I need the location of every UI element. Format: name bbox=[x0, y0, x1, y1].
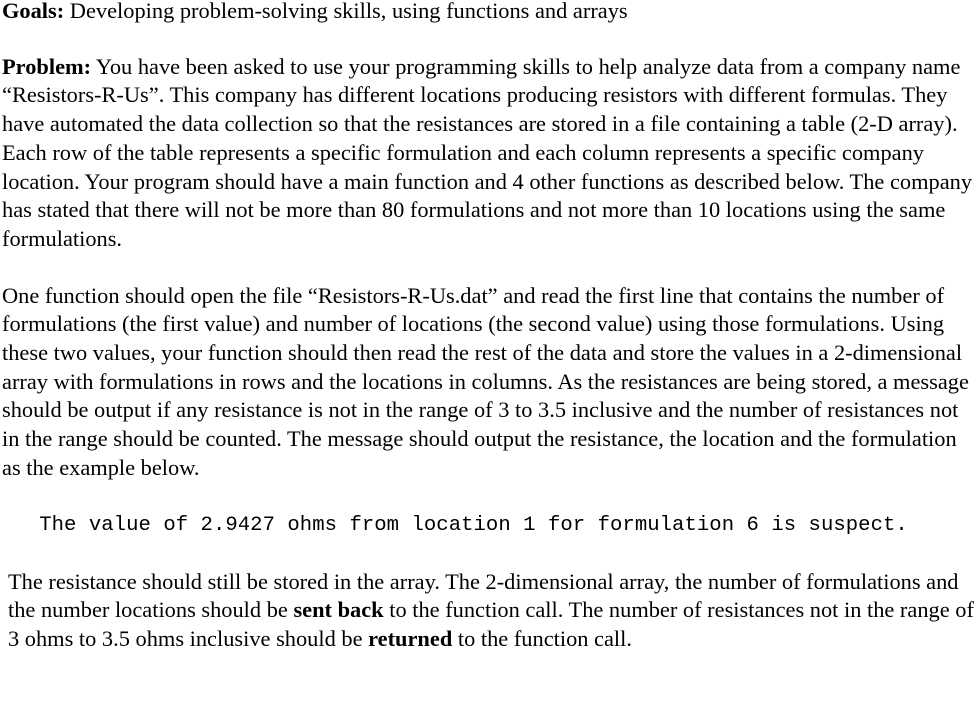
return-values-paragraph bbox=[2, 568, 974, 654]
final-text-part2: to the function call. The number of resistances not in the range of 3 ohms to 3.5 ohms inclusive should be bbox=[8, 597, 974, 651]
function-description-paragraph: One function should open the file “Resistors-R-Us.dat” and read the first line that contains the number of formulations (the first value) and number of locations (the second value) using those formulations. Using these two values, your function should then read the rest of the data and store the values in a 2-dimensional array with formulations in rows and the locations in columns. As the resistances are being stored, a message should be output if any resistance is not in the range of 3 to 3.5 inclusive and the number of resistances not in the range should be counted. The message should output the resistance, the location and the formulation as the example below. bbox=[2, 282, 969, 480]
problem-paragraph bbox=[2, 53, 974, 254]
example-output-code: The value of 2.9427 ohms from location 1 for formulation 6 is suspect. bbox=[2, 513, 908, 537]
sent-back-emphasis: sent back bbox=[293, 597, 384, 623]
final-text-part1: The resistance should still be stored in the array. The 2-dimensional array, the number of formulations and the number locations should be bbox=[8, 568, 959, 623]
goals-paragraph bbox=[2, 0, 974, 26]
goals-label: Goals: bbox=[2, 0, 65, 23]
returned-emphasis: returned bbox=[368, 625, 453, 651]
goals-text: Developing problem-solving skills, using functions and arrays bbox=[64, 0, 628, 23]
problem-text: You have been asked to use your programming skills to help analyze data from a company name “Resistors-R-Us”. This company has different locations producing resistors with different formulas. They have automated the data collection so that the resistances are stored in a file containing a table (2-D array). Each row of the table represents a specific formulation and each column represents a specific company location. Your program should have a main function and 4 other functions as described below. The company has stated that there will not be more than 80 formulations and not more than 10 locations using the same formulations. bbox=[2, 53, 973, 251]
problem-label: Problem: bbox=[2, 53, 92, 79]
assignment-document bbox=[2, 0, 974, 654]
final-text-part3: to the function call. bbox=[452, 625, 632, 651]
